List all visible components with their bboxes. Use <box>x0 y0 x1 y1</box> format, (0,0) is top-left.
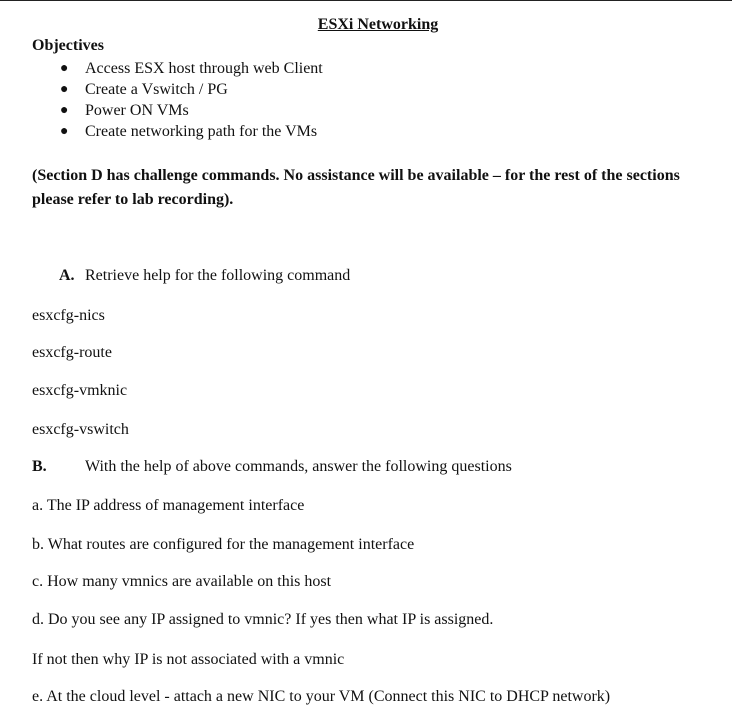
section-b-label: B. <box>32 458 47 475</box>
bullet-icon: ● <box>60 82 69 97</box>
bullet-icon: ● <box>60 61 69 76</box>
question-line: b. What routes are configured for the management interface <box>32 536 415 553</box>
section-d-note: (Section D has challenge commands. No assistance will be available – for the rest of the sections please refer to lab recording). <box>32 167 680 208</box>
command-line: esxcfg-vmknic <box>32 382 128 399</box>
question-line: c. How many vmnics are available on this host <box>32 573 332 590</box>
section-a-label: A. <box>59 267 75 284</box>
objective-text: Access ESX host through web Client <box>85 60 323 77</box>
section-b-heading: With the help of above commands, answer the following questions <box>85 458 512 475</box>
document-title: ESXi Networking <box>317 16 439 33</box>
question-line: d. Do you see any IP assigned to vmnic? If yes then what IP is assigned. <box>32 611 494 628</box>
bullet-icon: ● <box>60 103 69 118</box>
command-line: esxcfg-nics <box>32 307 105 324</box>
section-a-heading: Retrieve help for the following command <box>85 267 351 284</box>
objectives-heading: Objectives <box>32 37 104 54</box>
objective-text: Create networking path for the VMs <box>85 123 318 140</box>
command-line: esxcfg-route <box>32 344 112 361</box>
command-line: esxcfg-vswitch <box>32 421 129 438</box>
question-line: If not then why IP is not associated with a vmnic <box>32 651 345 668</box>
objective-text: Power ON VMs <box>85 102 189 119</box>
bullet-icon: ● <box>60 124 69 139</box>
question-line: e. At the cloud level - attach a new NIC to your VM (Connect this NIC to DHCP network) <box>32 688 611 705</box>
question-line: a. The IP address of management interface <box>32 497 305 514</box>
objective-text: Create a Vswitch / PG <box>85 81 228 98</box>
